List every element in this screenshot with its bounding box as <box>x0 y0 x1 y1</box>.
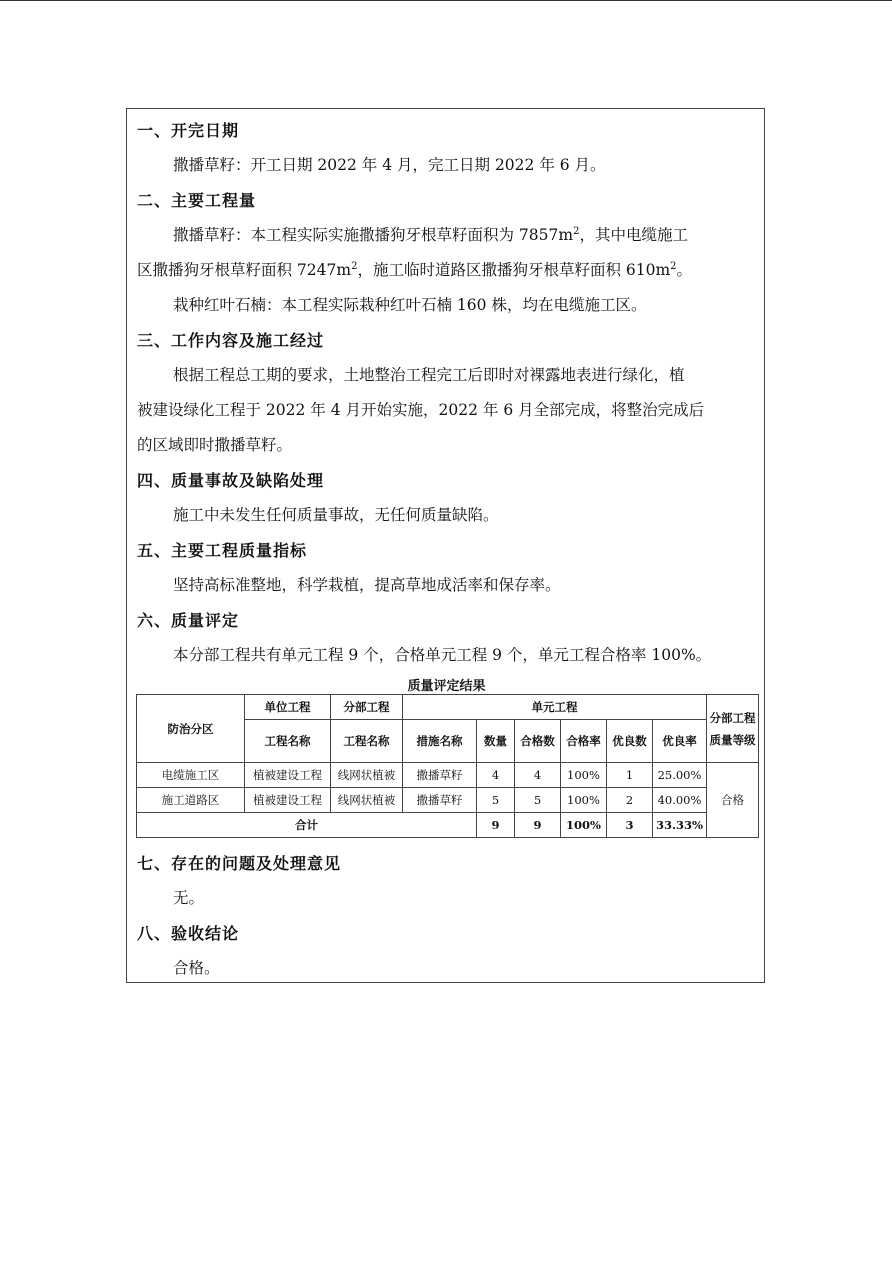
header-elem: 单元工程 <box>403 695 707 720</box>
cell-total-qty: 9 <box>477 813 515 838</box>
cell-total-good: 3 <box>607 813 653 838</box>
cell-grade: 合格 <box>707 763 759 838</box>
quality-table <box>136 694 759 838</box>
cell-pass: 4 <box>515 763 561 788</box>
section-3-line-2: 被建设绿化工程于 2022 年 4 月开始实施，2022 年 6 月全部完成，将整治完成后 <box>137 401 705 419</box>
header-pass: 合格数 <box>515 720 561 763</box>
section-heading-1: 一、开完日期 <box>137 121 240 140</box>
cell-pass-rate: 100% <box>561 788 607 813</box>
cell-unit: 植被建设工程 <box>245 763 331 788</box>
header-unit: 单位工程 <box>245 695 331 720</box>
cell-good-rate: 40.00% <box>653 788 707 813</box>
header-unit-name: 工程名称 <box>245 720 331 763</box>
section-2-text-f: 栽种红叶石楠：本工程实际栽种红叶石楠 160 株，均在电缆施工区。 <box>173 296 647 314</box>
section-4-line <box>137 503 761 525</box>
section-2-line-1 <box>137 223 761 245</box>
header-sub: 分部工程 <box>331 695 403 720</box>
cell-measure: 撒播草籽 <box>403 763 477 788</box>
cell-zone: 施工道路区 <box>137 788 245 813</box>
table-row <box>137 763 759 788</box>
section-3-line-3: 的区域即时撒播草籽。 <box>137 436 293 454</box>
table-total-row <box>137 813 759 838</box>
section-7-text: 无。 <box>173 889 205 907</box>
section-5-line <box>137 573 761 595</box>
section-heading-8: 八、验收结论 <box>137 924 240 943</box>
cell-total-pass: 9 <box>515 813 561 838</box>
cell-unit: 植被建设工程 <box>245 788 331 813</box>
section-6-text: 本分部工程共有单元工程 9 个，合格单元工程 9 个，单元工程合格率 100%。 <box>173 646 712 664</box>
cell-total-label: 合计 <box>137 813 477 838</box>
cell-zone: 电缆施工区 <box>137 763 245 788</box>
header-good-rate: 优良率 <box>653 720 707 763</box>
section-2-line-3 <box>137 293 761 315</box>
header-good: 优良数 <box>607 720 653 763</box>
section-5-text: 坚持高标准整地，科学栽植，提高草地成活率和保存率。 <box>173 576 561 594</box>
cell-good-rate: 25.00% <box>653 763 707 788</box>
section-heading-7: 七、存在的问题及处理意见 <box>137 854 342 873</box>
cell-measure: 撒播草籽 <box>403 788 477 813</box>
superscript: 2 <box>670 261 677 272</box>
cell-qty: 4 <box>477 763 515 788</box>
section-heading-5: 五、主要工程质量指标 <box>137 541 308 560</box>
section-3-text-a: 根据工程总工期的要求，土地整治工程完工后即时对裸露地表进行绿化，植 <box>173 366 685 384</box>
cell-pass-rate: 100% <box>561 763 607 788</box>
page-top-rule <box>0 0 892 1</box>
section-1-text <box>137 153 761 175</box>
header-grade: 分部工程质量等级 <box>707 695 759 763</box>
section-7-line <box>137 886 761 908</box>
section-3-line-1 <box>137 363 761 385</box>
section-2-text-d: ，施工临时道路区撒播狗牙根草籽面积 610m <box>357 261 671 279</box>
section-8-line <box>137 956 761 978</box>
section-heading-4: 四、质量事故及缺陷处理 <box>137 471 325 490</box>
superscript: 2 <box>351 261 358 272</box>
section-1-line: 撒播草籽：开工日期 2022 年 4 月，完工日期 2022 年 6 月。 <box>173 156 606 174</box>
cell-pass: 5 <box>515 788 561 813</box>
header-qty: 数量 <box>477 720 515 763</box>
header-sub-name: 工程名称 <box>331 720 403 763</box>
cell-sub: 线网状植被 <box>331 788 403 813</box>
header-pass-rate: 合格率 <box>561 720 607 763</box>
section-6-line <box>137 643 761 665</box>
section-heading-2: 二、主要工程量 <box>137 191 257 210</box>
cell-sub: 线网状植被 <box>331 763 403 788</box>
cell-good: 1 <box>607 763 653 788</box>
table-row <box>137 788 759 813</box>
section-2-text-e: 。 <box>676 261 693 279</box>
section-2-text-a: 撒播草籽：本工程实际实施撒播狗牙根草籽面积为 7857m <box>173 226 574 244</box>
cell-total-good-rate: 33.33% <box>653 813 707 838</box>
section-2-text-c: 区撒播狗牙根草籽面积 7247m <box>137 261 352 279</box>
section-2-line-2 <box>137 258 761 280</box>
section-2-text-b: ，其中电缆施工 <box>579 226 688 244</box>
document-frame <box>126 108 765 983</box>
header-zone: 防治分区 <box>137 695 245 763</box>
cell-total-pass-rate: 100% <box>561 813 607 838</box>
section-4-text: 施工中未发生任何质量事故，无任何质量缺陷。 <box>173 506 499 524</box>
header-measure: 措施名称 <box>403 720 477 763</box>
cell-good: 2 <box>607 788 653 813</box>
section-heading-3: 三、工作内容及施工经过 <box>137 331 325 350</box>
superscript: 2 <box>573 226 580 237</box>
table-title: 质量评定结果 <box>407 679 486 694</box>
section-heading-6: 六、质量评定 <box>137 611 240 630</box>
section-8-text: 合格。 <box>173 959 220 977</box>
cell-qty: 5 <box>477 788 515 813</box>
